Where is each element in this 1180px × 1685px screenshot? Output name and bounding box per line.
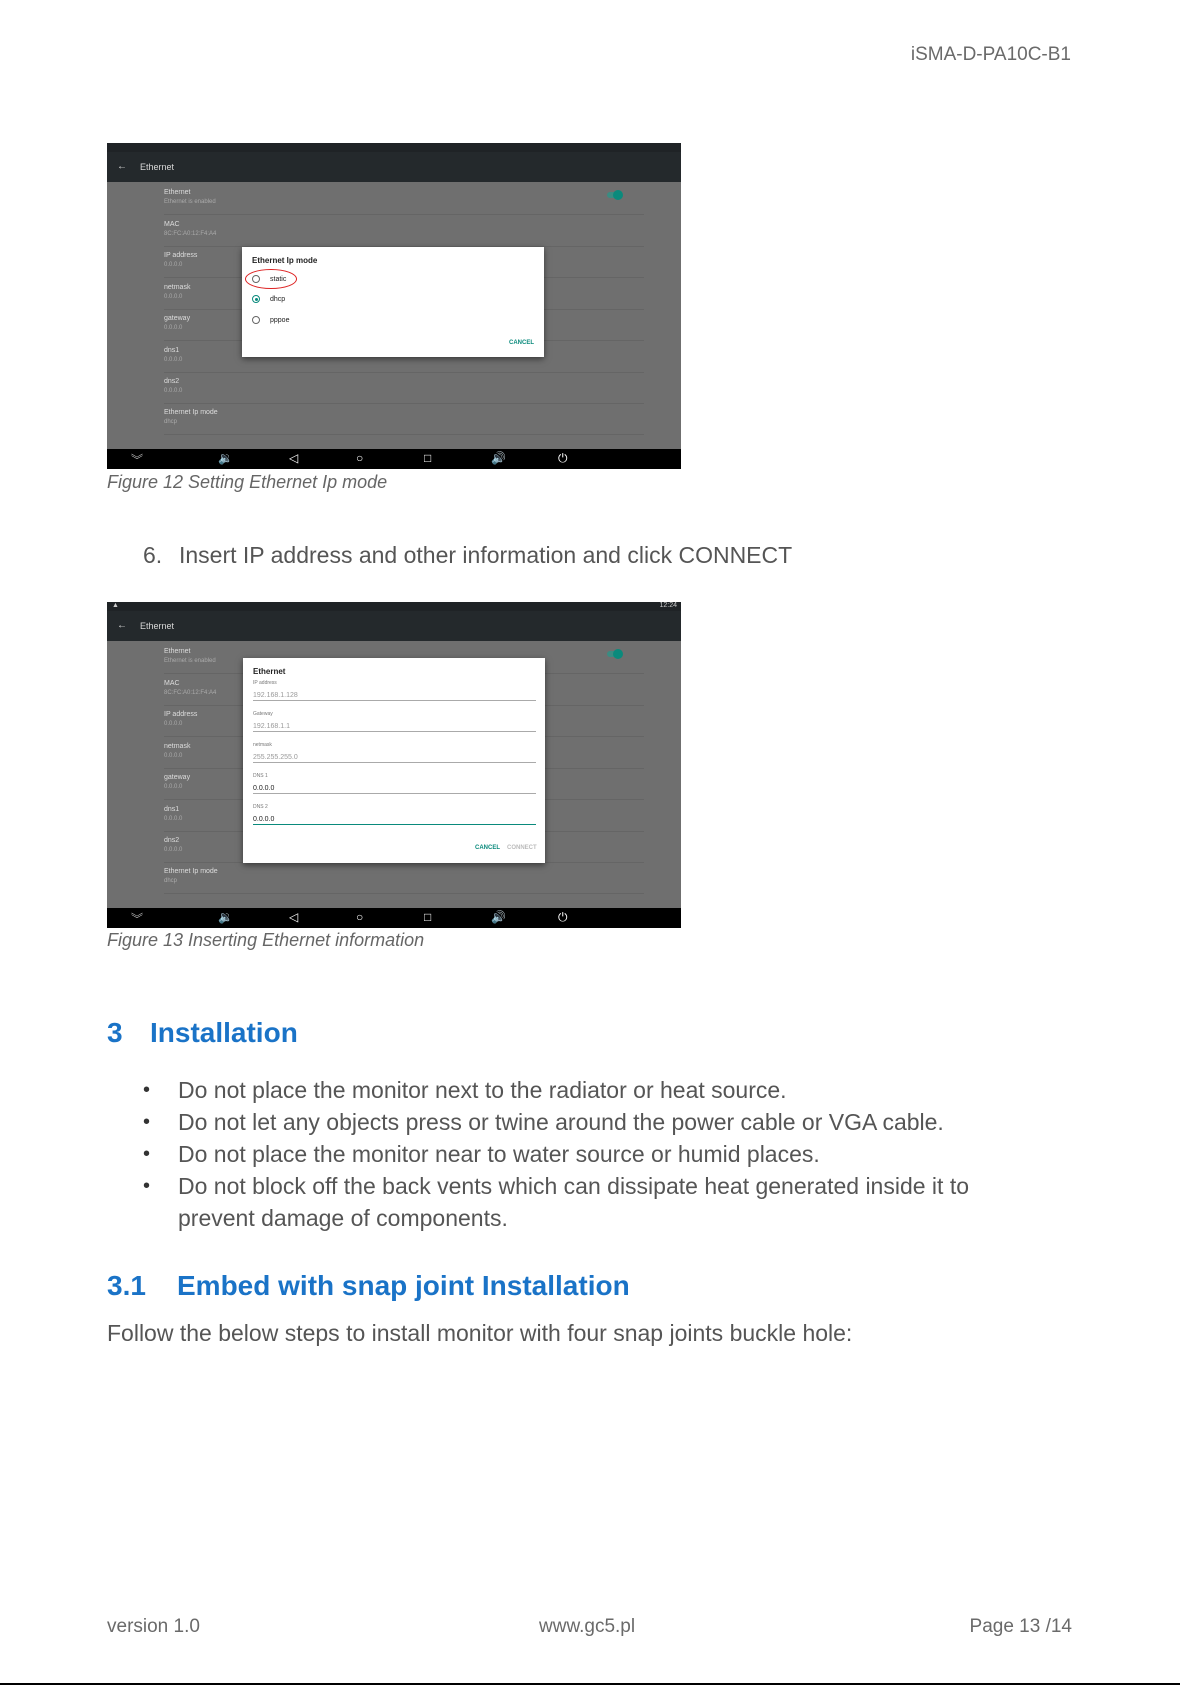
option-label: dhcp: [270, 295, 286, 303]
dns2-field: [253, 804, 536, 825]
settings-row: [164, 372, 644, 404]
row-label: netmask: [164, 284, 191, 291]
field-label: DNS 2: [253, 804, 268, 810]
row-label: gateway: [164, 774, 191, 781]
status-bar: [107, 602, 681, 611]
row-value: Ethernet is enabled: [164, 199, 216, 205]
volume-up-icon: 🔊: [491, 910, 506, 924]
option-dhcp: [252, 295, 285, 303]
app-bar: [107, 611, 681, 641]
ethernet-dialog: [243, 658, 545, 863]
gateway-field: [253, 711, 536, 732]
figure-12-screenshot: [107, 143, 681, 469]
back-arrow-icon: ←: [117, 161, 127, 172]
figure-13-screenshot: [107, 602, 681, 928]
list-item: • Do not place the monitor near to water source or humid places.: [143, 1138, 1043, 1170]
step-text: Insert IP address and other information and click CONNECT: [179, 542, 793, 568]
warning-icon: ▲: [112, 602, 119, 609]
installation-bullets: [143, 1074, 1043, 1234]
power-icon: ⏻: [558, 451, 568, 465]
footer-version: version 1.0: [107, 1616, 200, 1637]
dns1-field: [253, 773, 536, 794]
settings-row: [164, 183, 644, 215]
field-label: DNS 1: [253, 773, 268, 779]
row-value: 0.0.0.0: [164, 262, 183, 268]
settings-row: [164, 215, 644, 247]
status-bar: [107, 143, 681, 152]
row-label: IP address: [164, 711, 198, 718]
field-value: 255.255.255.0: [253, 754, 536, 763]
row-label: gateway: [164, 315, 191, 322]
field-label: netmask: [253, 742, 272, 748]
section-3-1-text: Follow the below steps to install monitor with four snap joints buckle hole:: [107, 1320, 853, 1346]
figure-12-caption: Figure 12 Setting Ethernet Ip mode: [107, 472, 388, 492]
row-label: IP address: [164, 252, 198, 259]
figure-13-caption: Figure 13 Inserting Ethernet information: [107, 930, 425, 950]
row-label: dns2: [164, 378, 180, 385]
back-icon: ◁: [289, 451, 299, 465]
radio-on-icon: [252, 295, 260, 303]
document-id: iSMA-D-PA10C-B1: [910, 44, 1071, 65]
back-icon: ◁: [289, 910, 299, 924]
volume-down-icon: 🔉: [218, 910, 233, 924]
app-bar-title: Ethernet: [140, 621, 175, 631]
row-label: dns2: [164, 837, 180, 844]
chevrons-down-icon: ︾: [131, 912, 144, 926]
row-label: Ethernet Ip mode: [164, 409, 218, 416]
list-item: • Do not let any objects press or twine around the power cable or VGA cable.: [143, 1106, 1043, 1138]
row-label: MAC: [164, 680, 180, 687]
section-number: 3: [107, 1017, 123, 1048]
row-value: dhcp: [164, 878, 178, 884]
row-value: 0.0.0.0: [164, 325, 183, 331]
row-value: 0.0.0.0: [164, 357, 183, 363]
field-value: 0.0.0.0: [253, 816, 536, 825]
section-3-heading: [107, 1017, 298, 1049]
home-icon: ○: [356, 910, 364, 924]
row-value: 8C:FC:A0:12:F4:A4: [164, 690, 217, 696]
settings-row: [164, 862, 644, 894]
back-arrow-icon: ←: [117, 620, 127, 631]
volume-up-icon: 🔊: [491, 451, 506, 465]
row-value: 8C:FC:A0:12:F4:A4: [164, 231, 217, 237]
field-label: Gateway: [253, 711, 273, 717]
nav-bar: [107, 449, 681, 469]
section-number: 3.1: [107, 1270, 146, 1301]
field-value: 192.168.1.1: [253, 723, 536, 732]
section-3-1-heading: [107, 1270, 630, 1302]
row-label: Ethernet: [164, 648, 191, 655]
row-label: Ethernet: [164, 189, 191, 196]
field-value: 0.0.0.0: [253, 785, 536, 794]
nav-bar: [107, 908, 681, 928]
dialog-title: Ethernet Ip mode: [252, 256, 318, 265]
chevrons-down-icon: ︾: [131, 453, 144, 467]
row-label: dns1: [164, 347, 180, 354]
field-label: IP address: [253, 680, 277, 686]
row-label: Ethernet Ip mode: [164, 868, 218, 875]
row-label: MAC: [164, 221, 180, 228]
row-value: 0.0.0.0: [164, 721, 183, 727]
power-icon: ⏻: [558, 910, 568, 924]
app-bar: [107, 152, 681, 182]
step-number: 6.: [143, 542, 163, 568]
row-label: dns1: [164, 806, 180, 813]
connect-button: CONNECT: [507, 845, 537, 851]
field-value: 192.168.1.128: [253, 692, 536, 701]
recents-icon: □: [424, 910, 432, 924]
option-static: [252, 275, 286, 283]
row-value: Ethernet is enabled: [164, 658, 216, 664]
settings-row: [164, 403, 644, 435]
netmask-field: [253, 742, 536, 763]
cancel-button: CANCEL: [509, 340, 534, 346]
row-value: dhcp: [164, 419, 178, 425]
ip-mode-dialog: [242, 247, 544, 357]
volume-down-icon: 🔉: [218, 451, 233, 465]
row-value: 0.0.0.0: [164, 388, 183, 394]
list-item: • Do not place the monitor next to the radiator or heat source.: [143, 1074, 1043, 1106]
option-label: static: [270, 275, 287, 283]
section-title: Embed with snap joint Installation: [177, 1270, 630, 1301]
recents-icon: □: [424, 451, 432, 465]
ip-address-field: [253, 680, 536, 701]
row-value: 0.0.0.0: [164, 753, 183, 759]
dialog-title: Ethernet: [253, 667, 286, 676]
list-item: • Do not block off the back vents which can dissipate heat generated inside it to prevent damage of components.: [143, 1170, 1043, 1234]
step-6: [143, 542, 792, 569]
option-pppoe: [252, 316, 289, 324]
row-value: 0.0.0.0: [164, 294, 183, 300]
radio-off-icon: [252, 275, 260, 283]
row-value: 0.0.0.0: [164, 847, 183, 853]
home-icon: ○: [356, 451, 364, 465]
app-bar-title: Ethernet: [140, 162, 175, 172]
footer-page: Page 13 /14: [969, 1616, 1072, 1637]
status-time: 12:24: [659, 602, 677, 609]
row-value: 0.0.0.0: [164, 784, 183, 790]
section-title: Installation: [150, 1017, 298, 1048]
footer-website: www.gc5.pl: [539, 1616, 636, 1637]
cancel-button: CANCEL: [475, 845, 500, 851]
row-value: 0.0.0.0: [164, 816, 183, 822]
row-label: netmask: [164, 743, 191, 750]
option-label: pppoe: [270, 316, 290, 324]
radio-off-icon: [252, 316, 260, 324]
